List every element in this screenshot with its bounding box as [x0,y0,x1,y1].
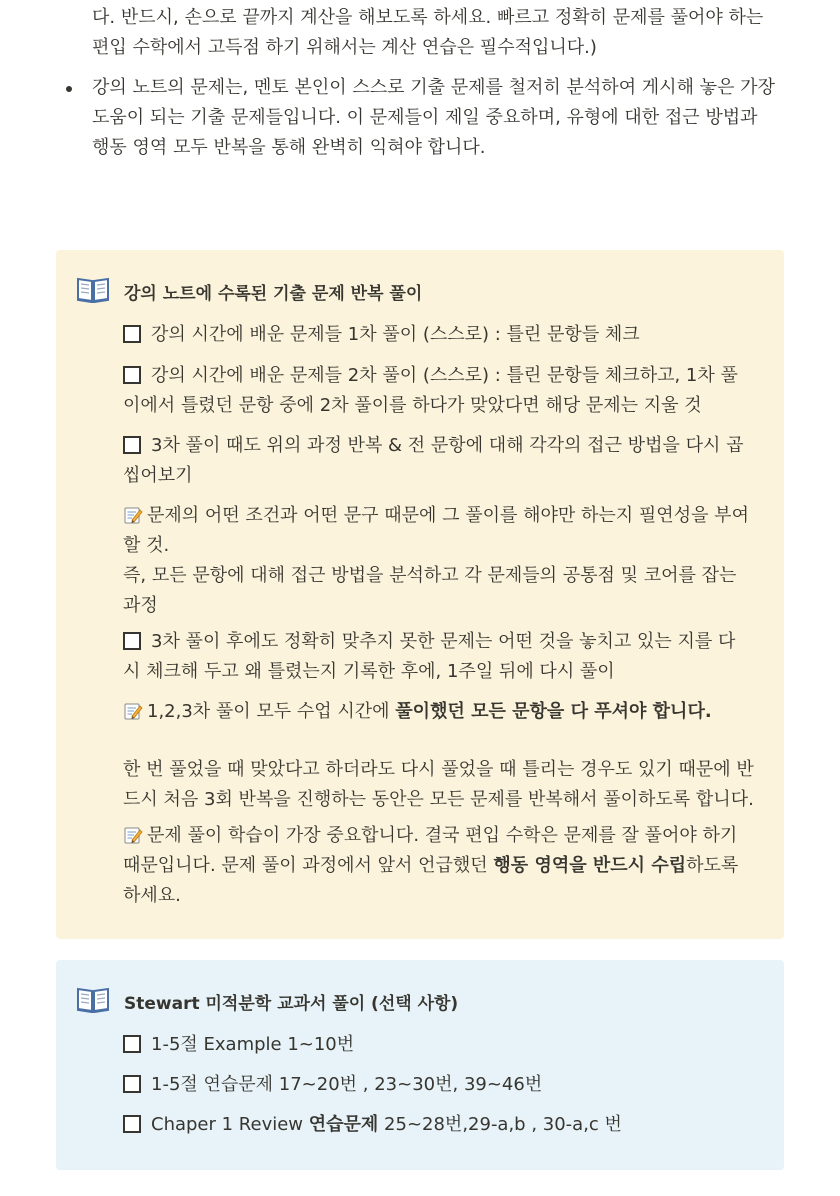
paragraph-line: 드시 처음 3회 반복을 진행하는 동안은 모든 문제를 반복해서 풀이하도록 합니다. [123,789,754,810]
memo-text: 문제 풀이 학습이 가장 중요합니다. 결국 편입 수학은 문제를 잘 풀어야 하기 [147,825,738,846]
todo-item-third-pass[interactable] [123,431,763,491]
bullet-line: 행동 영역 모두 반복을 통해 완벽히 익혀야 합니다. [92,137,486,158]
paragraph-line: 한 번 풀었을 때 맞았다고 하더라도 다시 풀었을 때 틀리는 경우도 있기 때문에 반 [123,759,754,780]
todo-text: 1-5절 연습문제 17~20번 , 23~30번, 39~46번 [151,1074,543,1095]
intro-paragraph [92,3,792,63]
todo-text: 이에서 틀렸던 문항 중에 2차 풀이를 하다가 맞았다면 해당 문제는 지울 것 [123,395,702,416]
todo-item-chapter-review[interactable] [123,1110,763,1140]
bullet-dot-icon [66,86,72,92]
memo-text: 할 것. [123,535,170,556]
todo-item-exercises[interactable] [123,1070,763,1100]
memo-text: 즉, 모든 문항에 대해 접근 방법을 분석하고 각 문제들의 공통점 및 코어를 잡는 [123,565,737,586]
checkbox[interactable] [123,325,141,343]
todo-item-first-pass[interactable] [123,320,763,350]
todo-text: 3차 풀이 때도 위의 과정 반복 & 전 문항에 대해 각각의 접근 방법을 다시 곱 [151,435,744,456]
memo-icon [123,825,143,845]
memo-text: 과정 [123,595,158,616]
todo-text: 25~28번,29-a,b , 30-a,c 번 [378,1114,622,1135]
todo-text: 강의 시간에 배운 문제들 2차 풀이 (스스로) : 틀린 문항들 체크하고, 1차 풀 [151,365,738,386]
memo-note-solve-all [123,697,763,727]
todo-text: Chaper 1 Review [151,1114,309,1135]
memo-text: 1,2,3차 풀이 모두 수업 시간에 [147,701,396,722]
checkbox[interactable] [123,1035,141,1053]
callout-past-exam-repetition [56,250,784,939]
checkbox[interactable] [123,1075,141,1093]
open-book-icon [76,985,110,1013]
bullet-line: 강의 노트의 문제는, 멘토 본인이 스스로 기출 문제를 철저히 분석하여 게시해 놓은 가장 [92,77,775,98]
memo-icon [123,701,143,721]
todo-text: 시 체크해 두고 왜 틀렸는지 기록한 후에, 1주일 뒤에 다시 풀이 [123,661,615,682]
paragraph-repeat-reason [123,755,763,815]
open-book-icon [76,275,110,303]
bullet-item [66,73,796,163]
callout-title: Stewart 미적분학 교과서 풀이 (선택 사항) [124,994,459,1014]
todo-item-after-third-pass[interactable] [123,627,763,687]
callout-title: 강의 노트에 수록된 기출 문제 반복 풀이 [124,284,423,304]
todo-text: 씹어보기 [123,465,193,486]
checkbox[interactable] [123,366,141,384]
bullet-line: 도움이 되는 기출 문제들입니다. 이 문제들이 제일 중요하며, 유형에 대한 접근 방법과 [92,107,758,128]
checkbox[interactable] [123,632,141,650]
todo-text: 강의 시간에 배운 문제들 1차 풀이 (스스로) : 틀린 문항들 체크 [151,324,640,345]
memo-icon [123,505,143,525]
memo-emphasis: 행동 영역을 반드시 수립 [493,855,687,876]
todo-emphasis: 연습문제 [308,1114,379,1135]
todo-text: 1-5절 Example 1~10번 [151,1034,355,1055]
checkbox[interactable] [123,1115,141,1133]
checkbox[interactable] [123,436,141,454]
memo-text: 하세요. [123,885,181,906]
todo-item-second-pass[interactable] [123,361,763,421]
memo-text: 하도록 [686,855,739,876]
intro-line: 편입 수학에서 고득점 하기 위해서는 계산 연습은 필수적입니다.) [92,37,597,58]
todo-item-examples[interactable] [123,1030,763,1060]
callout-stewart-textbook [56,960,784,1170]
memo-emphasis: 풀이했던 모든 문항을 다 푸셔야 합니다. [395,701,712,722]
memo-note-problem-solving [123,821,763,911]
memo-note-necessity [123,501,763,621]
memo-text: 문제의 어떤 조건과 어떤 문구 때문에 그 풀이를 해야만 하는지 필연성을 부여 [147,505,749,526]
memo-text: 때문입니다. 문제 풀이 과정에서 앞서 언급했던 [123,855,494,876]
todo-text: 3차 풀이 후에도 정확히 맞추지 못한 문제는 어떤 것을 놓치고 있는 지를 다 [151,631,736,652]
intro-line: 다. 반드시, 손으로 끝까지 계산을 해보도록 하세요. 빠르고 정확히 문제를 풀어야 하는 [92,7,764,28]
